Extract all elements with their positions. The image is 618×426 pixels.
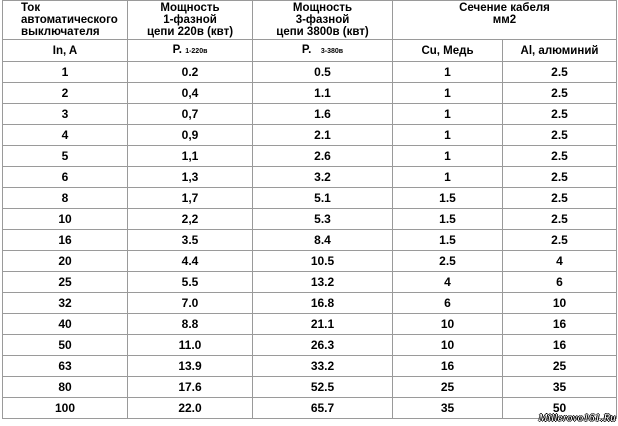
subheader-p-3phase-small: 3-380в <box>320 47 344 55</box>
cell-cu-section: 4 <box>393 272 503 293</box>
header-breaker-current <box>3 1 128 40</box>
cell-power-3phase: 33.2 <box>253 356 393 377</box>
cell-cu-section: 1 <box>393 167 503 188</box>
cell-power-3phase: 1.1 <box>253 83 393 104</box>
cell-power-3phase: 10.5 <box>253 251 393 272</box>
cell-power-1phase: 5.5 <box>128 272 253 293</box>
cell-power-1phase: 4.4 <box>128 251 253 272</box>
cell-breaker-current: 6 <box>3 167 128 188</box>
cell-cu-section: 1.5 <box>393 209 503 230</box>
cell-al-section: 25 <box>503 356 617 377</box>
table-row <box>3 398 617 419</box>
cell-cu-section: 10 <box>393 314 503 335</box>
subheader-p-1phase-small: 1-220в <box>185 47 208 55</box>
cell-breaker-current: 20 <box>3 251 128 272</box>
table-body <box>3 62 617 419</box>
cell-power-1phase: 0,9 <box>128 125 253 146</box>
header-cable-section <box>393 1 617 40</box>
cell-breaker-current: 4 <box>3 125 128 146</box>
cell-power-3phase: 5.1 <box>253 188 393 209</box>
cell-power-3phase: 2.1 <box>253 125 393 146</box>
subheader-p-3phase <box>253 40 393 62</box>
subheader-p-3phase-main: P. <box>301 43 312 56</box>
cell-cu-section: 1 <box>393 146 503 167</box>
cell-al-section: 2.5 <box>503 230 617 251</box>
subheader-in-a: In, A <box>3 40 128 62</box>
table-row <box>3 167 617 188</box>
cell-breaker-current: 3 <box>3 104 128 125</box>
cell-cu-section: 16 <box>393 356 503 377</box>
cell-power-1phase: 1,1 <box>128 146 253 167</box>
header-row-units <box>3 40 617 62</box>
cell-cu-section: 10 <box>393 335 503 356</box>
cell-breaker-current: 32 <box>3 293 128 314</box>
cell-power-1phase: 17.6 <box>128 377 253 398</box>
cell-power-3phase: 5.3 <box>253 209 393 230</box>
table-row <box>3 83 617 104</box>
cell-al-section: 2.5 <box>503 167 617 188</box>
cell-al-section: 2.5 <box>503 188 617 209</box>
cell-power-3phase: 16.8 <box>253 293 393 314</box>
cell-power-1phase: 3.5 <box>128 230 253 251</box>
header-breaker-current-text: Ток автоматического выключателя <box>21 2 118 38</box>
cell-al-section: 2.5 <box>503 62 617 83</box>
table-row <box>3 356 617 377</box>
cell-breaker-current: 100 <box>3 398 128 419</box>
cell-power-3phase: 8.4 <box>253 230 393 251</box>
header-cable-section-text: Сечение кабеля мм2 <box>459 2 550 26</box>
table-row <box>3 377 617 398</box>
header-power-3phase <box>253 1 393 40</box>
subheader-p-1phase <box>128 40 253 62</box>
cell-breaker-current: 8 <box>3 188 128 209</box>
cell-power-3phase: 3.2 <box>253 167 393 188</box>
cell-cu-section: 35 <box>393 398 503 419</box>
cell-cu-section: 1.5 <box>393 188 503 209</box>
table-row <box>3 125 617 146</box>
cell-al-section: 35 <box>503 377 617 398</box>
table-row <box>3 209 617 230</box>
cell-power-1phase: 0.2 <box>128 62 253 83</box>
cell-power-1phase: 22.0 <box>128 398 253 419</box>
cell-al-section: 2.5 <box>503 104 617 125</box>
cell-power-3phase: 1.6 <box>253 104 393 125</box>
cell-cu-section: 25 <box>393 377 503 398</box>
cell-cu-section: 6 <box>393 293 503 314</box>
table-row <box>3 188 617 209</box>
cell-power-3phase: 21.1 <box>253 314 393 335</box>
table-row <box>3 335 617 356</box>
cell-cu-section: 1 <box>393 83 503 104</box>
cell-breaker-current: 2 <box>3 83 128 104</box>
cell-breaker-current: 5 <box>3 146 128 167</box>
cell-power-1phase: 11.0 <box>128 335 253 356</box>
subheader-al-aluminium: Al, алюминий <box>503 40 617 62</box>
cell-power-1phase: 2,2 <box>128 209 253 230</box>
cell-breaker-current: 1 <box>3 62 128 83</box>
header-power-1phase-text: Мощность 1-фазной цепи 220в (квт) <box>146 2 234 38</box>
cell-breaker-current: 40 <box>3 314 128 335</box>
cell-al-section: 2.5 <box>503 125 617 146</box>
cell-power-1phase: 7.0 <box>128 293 253 314</box>
table-row <box>3 104 617 125</box>
table-row <box>3 272 617 293</box>
cell-power-3phase: 2.6 <box>253 146 393 167</box>
cell-power-3phase: 52.5 <box>253 377 393 398</box>
cell-cu-section: 2.5 <box>393 251 503 272</box>
cell-al-section: 16 <box>503 314 617 335</box>
cell-power-1phase: 13.9 <box>128 356 253 377</box>
header-power-1phase <box>128 1 253 40</box>
cell-breaker-current: 25 <box>3 272 128 293</box>
cell-cu-section: 1 <box>393 104 503 125</box>
cell-breaker-current: 16 <box>3 230 128 251</box>
subheader-p-1phase-main: P. <box>172 43 182 56</box>
cell-power-1phase: 0,4 <box>128 83 253 104</box>
cell-al-section: 4 <box>503 251 617 272</box>
table-row <box>3 230 617 251</box>
cell-breaker-current: 63 <box>3 356 128 377</box>
cell-breaker-current: 50 <box>3 335 128 356</box>
cell-al-section: 2.5 <box>503 146 617 167</box>
header-row-titles <box>3 1 617 40</box>
cell-power-1phase: 8.8 <box>128 314 253 335</box>
cell-cu-section: 1 <box>393 125 503 146</box>
table-header <box>3 1 617 62</box>
table-row <box>3 314 617 335</box>
table-row <box>3 251 617 272</box>
cell-power-3phase: 0.5 <box>253 62 393 83</box>
cell-cu-section: 1.5 <box>393 230 503 251</box>
cell-al-section: 50 <box>503 398 617 419</box>
cell-al-section: 6 <box>503 272 617 293</box>
subheader-cu-copper: Cu, Медь <box>393 40 503 62</box>
cell-power-1phase: 0,7 <box>128 104 253 125</box>
header-power-3phase-text: Мощность 3-фазной цепи 3800в (квт) <box>276 2 369 38</box>
cell-power-3phase: 65.7 <box>253 398 393 419</box>
cell-al-section: 2.5 <box>503 83 617 104</box>
table-row <box>3 62 617 83</box>
cell-power-1phase: 1,3 <box>128 167 253 188</box>
cell-power-3phase: 13.2 <box>253 272 393 293</box>
site-watermark: Millerovo161.Ru <box>538 412 616 424</box>
breaker-cable-table <box>2 0 617 419</box>
cell-breaker-current: 80 <box>3 377 128 398</box>
cell-al-section: 2.5 <box>503 209 617 230</box>
cell-al-section: 16 <box>503 335 617 356</box>
cell-power-1phase: 1,7 <box>128 188 253 209</box>
cell-breaker-current: 10 <box>3 209 128 230</box>
table-row <box>3 293 617 314</box>
cell-al-section: 10 <box>503 293 617 314</box>
table-row <box>3 146 617 167</box>
breaker-cable-table-wrapper <box>2 0 616 419</box>
cell-power-3phase: 26.3 <box>253 335 393 356</box>
cell-cu-section: 1 <box>393 62 503 83</box>
